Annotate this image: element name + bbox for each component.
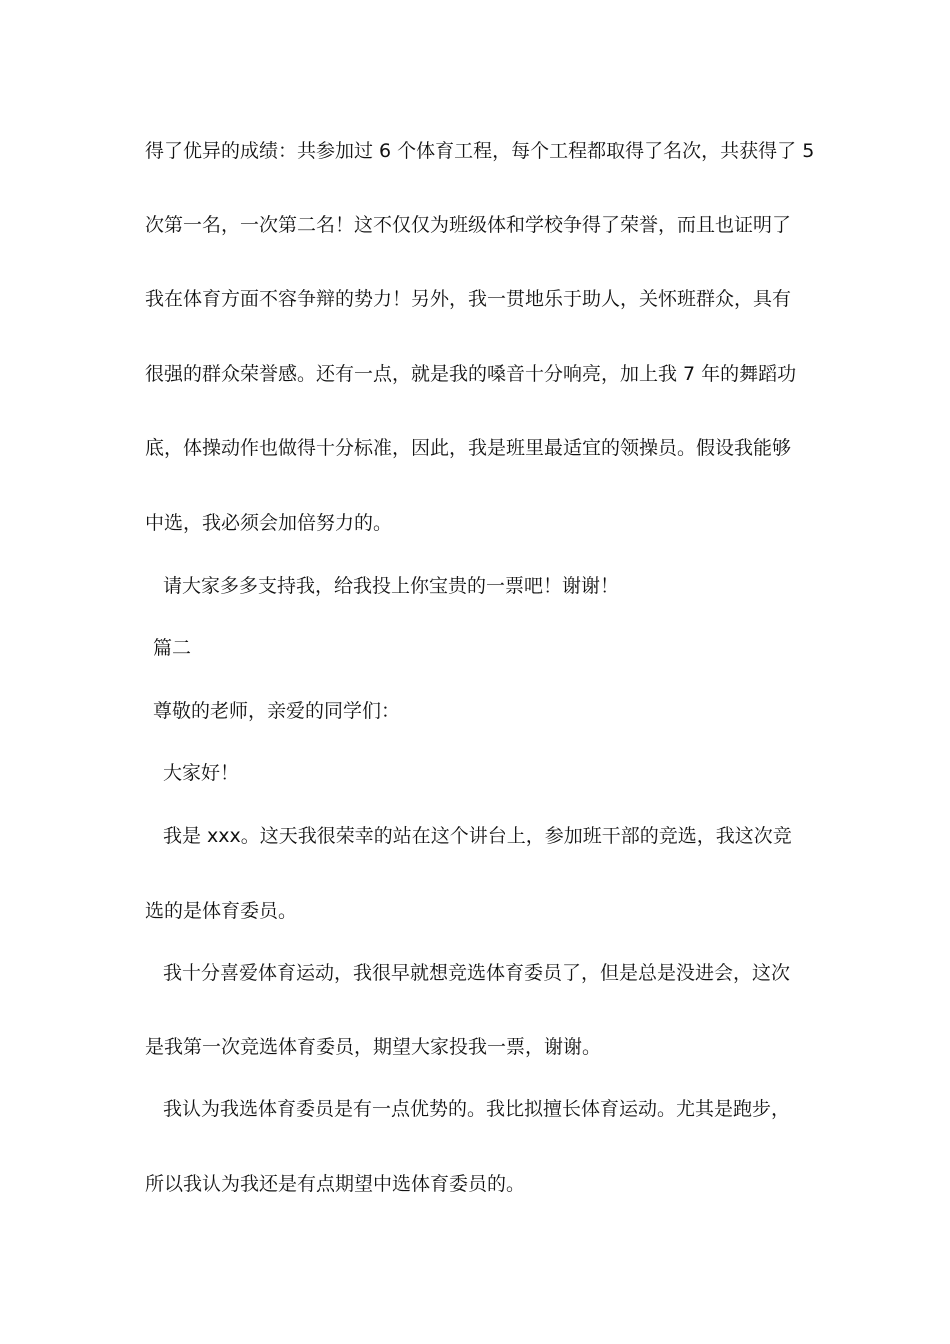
paragraph-line: 底，体操动作也做得十分标准，因此，我是班里最适宜的领操员。假设我能够: [145, 437, 792, 459]
paragraph-line: 我认为我选体育委员是有一点优势的。我比拟擅长体育运动。尤其是跑步，: [163, 1098, 791, 1120]
paragraph-line: 我是 xxx。这天我很荣幸的站在这个讲台上，参加班干部的竞选，我这次竞: [163, 825, 792, 847]
paragraph-line: 所以我认为我还是有点期望中选体育委员的。: [145, 1173, 526, 1195]
paragraph-line: 次第一名，一次第二名！这不仅仅为班级体和学校争得了荣誉，而且也证明了: [145, 214, 792, 236]
section-heading: 篇二: [153, 637, 192, 659]
paragraph-line: 中选，我必须会加倍努力的。: [145, 512, 393, 534]
greeting: 大家好！: [163, 762, 240, 784]
paragraph-line: 我在体育方面不容争辩的势力！另外，我一贯地乐于助人，关怀班群众，具有: [145, 288, 792, 310]
paragraph-line: 请大家多多支持我，给我投上你宝贵的一票吧！谢谢！: [163, 575, 620, 597]
paragraph-line: 很强的群众荣誉感。还有一点，就是我的嗓音十分响亮，加上我 7 年的舞蹈功: [145, 363, 797, 385]
paragraph-line: 我十分喜爱体育运动，我很早就想竞选体育委员了，但是总是没进会，这次: [163, 962, 791, 984]
paragraph-line: 得了优异的成绩：共参加过 6 个体育工程，每个工程都取得了名次，共获得了 5: [145, 140, 815, 162]
paragraph-line: 选的是体育委员。: [145, 900, 298, 922]
salutation: 尊敬的老师，亲爱的同学们：: [153, 700, 401, 722]
paragraph-line: 是我第一次竞选体育委员，期望大家投我一票，谢谢。: [145, 1036, 602, 1058]
